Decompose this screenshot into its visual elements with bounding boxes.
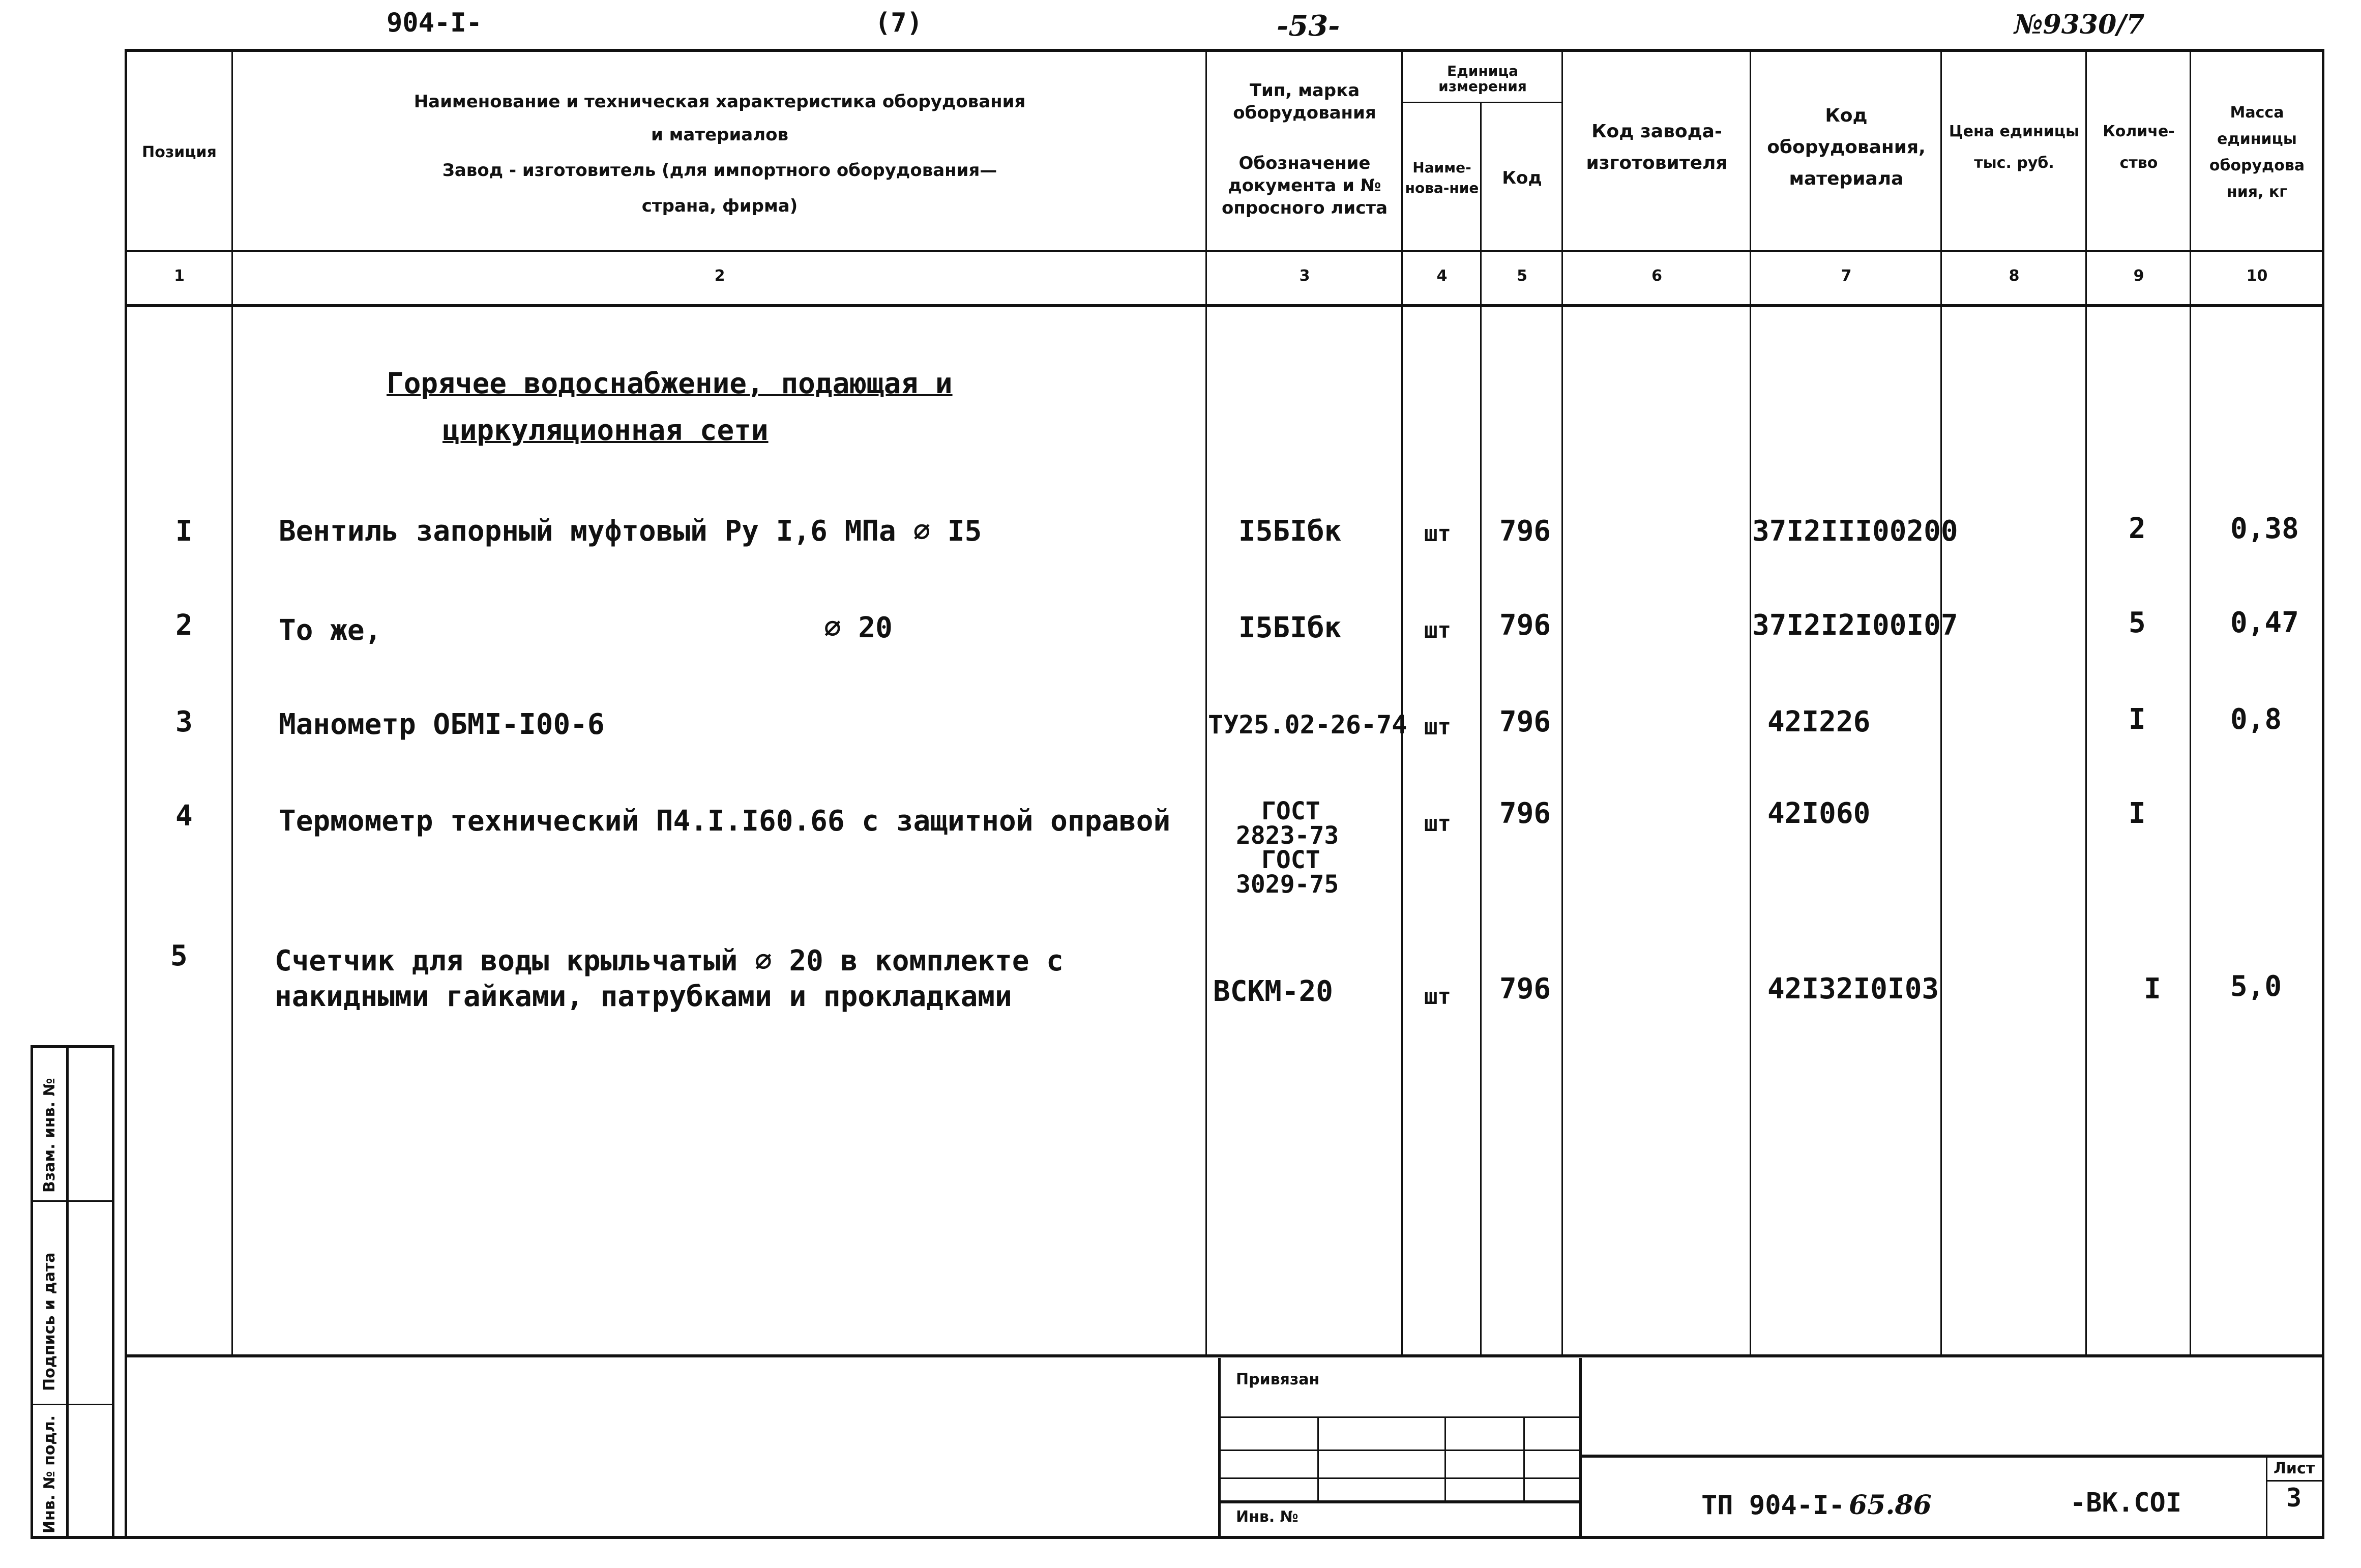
header-name-2: и материалов bbox=[651, 125, 789, 145]
row5-pos: 5 bbox=[170, 939, 188, 972]
header-qty: Количе-ство bbox=[2103, 123, 2175, 172]
header-unit-group: Единица измерения bbox=[1438, 63, 1527, 95]
col-line-8 bbox=[2085, 49, 2087, 1356]
row4-type-1: ГОСТ bbox=[1261, 797, 1320, 825]
stamp-top bbox=[125, 1354, 2324, 1357]
col-line-7 bbox=[1940, 49, 1942, 1356]
header-price: Цена единицы тыс. руб. bbox=[1949, 123, 2080, 172]
col-line-2 bbox=[1205, 49, 1207, 1356]
document-number: №9330/7 bbox=[2014, 9, 2145, 40]
header-unit-name: Наиме-нова-ние bbox=[1405, 159, 1479, 196]
col-line-1 bbox=[231, 49, 233, 1356]
header-sep bbox=[125, 250, 2324, 252]
row3-pos: 3 bbox=[175, 705, 193, 738]
colnum-5: 5 bbox=[1517, 267, 1527, 285]
stamp-doc-code: ТП 904-I- bbox=[1701, 1490, 1845, 1521]
colnum-10: 10 bbox=[2246, 267, 2268, 285]
stamp-sheet-label: Лист bbox=[2274, 1460, 2315, 1477]
page-number: -53- bbox=[1277, 9, 1340, 43]
side-label-2: Подпись и дата bbox=[41, 1252, 58, 1391]
row1-equip: 37I2III00200 bbox=[1752, 515, 1958, 548]
frame-right bbox=[2322, 49, 2324, 1539]
side-right bbox=[112, 1045, 114, 1539]
header-name-4: страна, фирма) bbox=[641, 196, 798, 216]
colnum-sep bbox=[125, 304, 2324, 307]
row5-type: ВСКМ-20 bbox=[1213, 975, 1334, 1008]
row4-type-3: ГОСТ bbox=[1261, 846, 1320, 874]
row2-unit: шт bbox=[1424, 617, 1451, 643]
row2-code: 796 bbox=[1499, 609, 1551, 642]
row5-mass: 5,0 bbox=[2230, 970, 2282, 1003]
row2-mass: 0,47 bbox=[2230, 606, 2299, 639]
stamp-vline-b bbox=[1444, 1416, 1446, 1500]
colnum-6: 6 bbox=[1651, 267, 1662, 285]
row5-code: 796 bbox=[1499, 972, 1551, 1005]
colnum-9: 9 bbox=[2133, 267, 2144, 285]
row4-type-2: 2823-73 bbox=[1236, 821, 1339, 850]
col-line-6 bbox=[1750, 49, 1751, 1356]
col-line-5 bbox=[1561, 49, 1563, 1356]
side-sep-1 bbox=[31, 1200, 114, 1202]
stamp-line-c bbox=[1218, 1477, 1579, 1479]
row1-pos: I bbox=[175, 515, 193, 548]
section-title-1: Горячее водоснабжение, подающая и bbox=[387, 367, 953, 400]
row1-unit: шт bbox=[1424, 521, 1451, 547]
row1-type: I5БIбк bbox=[1238, 515, 1342, 548]
bracket-number: (7) bbox=[875, 8, 923, 38]
row3-name: Манометр ОБМI-I00-6 bbox=[279, 708, 605, 741]
stamp-line-b bbox=[1218, 1449, 1579, 1451]
colnum-8: 8 bbox=[2009, 267, 2020, 285]
header-factory-code: Код завода-изготовителя bbox=[1586, 121, 1728, 173]
header-type: Тип, марка оборудования bbox=[1233, 80, 1376, 123]
header-mass: Масса единицы оборудова ния, кг bbox=[2209, 104, 2305, 201]
col-line-9 bbox=[2190, 49, 2191, 1356]
side-label-1: Взам. инв. № bbox=[41, 1078, 58, 1193]
stamp-left-box bbox=[1218, 1358, 1221, 1539]
stamp-line-a bbox=[1218, 1416, 1579, 1418]
row2-qty: 5 bbox=[2129, 606, 2146, 639]
unit-group-sep bbox=[1401, 102, 1561, 103]
row2-name: То же, bbox=[279, 614, 382, 647]
stamp-doc-code-hand: 65.86 bbox=[1849, 1490, 1932, 1521]
stamp-mid-box bbox=[1579, 1358, 1582, 1539]
row2-equip: 37I2I2I00I07 bbox=[1752, 609, 1958, 642]
row5-name-2: накидными гайками, патрубками и прокладками bbox=[275, 980, 1012, 1013]
row5-equip: 42I32I0I03 bbox=[1767, 972, 1939, 1005]
side-inner bbox=[66, 1045, 69, 1539]
colnum-4: 4 bbox=[1436, 267, 1448, 285]
row1-qty: 2 bbox=[2129, 512, 2146, 545]
row2-name-extra: ∅ 20 bbox=[824, 611, 893, 644]
stamp-privyazan: Привязан bbox=[1236, 1371, 1320, 1388]
side-top bbox=[31, 1045, 114, 1048]
row1-mass: 0,38 bbox=[2230, 512, 2299, 545]
stamp-vline-c bbox=[1523, 1416, 1525, 1500]
row2-pos: 2 bbox=[175, 609, 193, 642]
row4-name: Термометр технический П4.I.I60.66 с защитной оправой bbox=[279, 805, 1171, 838]
side-label-3: Инв. № подл. bbox=[41, 1415, 58, 1533]
frame-top bbox=[125, 49, 2324, 52]
row4-pos: 4 bbox=[175, 800, 193, 833]
stamp-sheet-line bbox=[2266, 1455, 2267, 1536]
side-outer bbox=[31, 1045, 33, 1539]
col-line-3 bbox=[1401, 49, 1403, 1356]
row2-type: I5БIбк bbox=[1238, 611, 1342, 644]
row3-unit: шт bbox=[1424, 714, 1451, 740]
colnum-2: 2 bbox=[714, 267, 725, 285]
side-sep-2 bbox=[31, 1404, 114, 1405]
stamp-sheet-number: 3 bbox=[2286, 1483, 2302, 1513]
row4-qty: I bbox=[2129, 797, 2146, 830]
row3-type: ТУ25.02-26-74 bbox=[1208, 710, 1407, 739]
header-position: Позиция bbox=[142, 143, 217, 161]
row3-code: 796 bbox=[1499, 705, 1551, 738]
section-title-2: циркуляционная сети bbox=[442, 414, 769, 447]
row4-code: 796 bbox=[1499, 797, 1551, 830]
col-line-4 bbox=[1480, 102, 1482, 1356]
row3-equip: 42I226 bbox=[1767, 705, 1871, 738]
colnum-1: 1 bbox=[174, 267, 185, 285]
stamp-line-d bbox=[1218, 1500, 1579, 1503]
row3-qty: I bbox=[2129, 703, 2146, 736]
row4-equip: 42I060 bbox=[1767, 797, 1871, 830]
row4-type-4: 3029-75 bbox=[1236, 870, 1339, 899]
row5-unit: шт bbox=[1424, 984, 1451, 1010]
row4-unit: шт bbox=[1424, 811, 1451, 837]
row1-name: Вентиль запорный муфтовый Ру I,6 МПа ∅ I5 bbox=[279, 515, 982, 548]
colnum-3: 3 bbox=[1299, 267, 1310, 285]
row1-code: 796 bbox=[1499, 515, 1551, 548]
header-doc: Обозначение документа и № опросного листа bbox=[1221, 153, 1388, 218]
series-code: 904-I- bbox=[387, 8, 482, 38]
header-name-1: Наименование и техническая характеристика оборудования bbox=[414, 92, 1026, 112]
row3-mass: 0,8 bbox=[2230, 703, 2282, 736]
frame-bottom bbox=[31, 1536, 2324, 1539]
row5-name-1: Счетчик для воды крыльчатый ∅ 20 в комплекте с bbox=[275, 944, 1064, 978]
stamp-inv: Инв. № bbox=[1236, 1508, 1298, 1526]
stamp-doc-line bbox=[1579, 1455, 2324, 1458]
row5-qty: I bbox=[2144, 972, 2161, 1005]
colnum-7: 7 bbox=[1841, 267, 1852, 285]
header-unit-code: Код bbox=[1502, 168, 1542, 188]
header-name-3: Завод - изготовитель (для импортного оборудования— bbox=[442, 160, 997, 181]
stamp-doc-suffix: -ВК.СОI bbox=[2070, 1488, 2182, 1518]
stamp-vline-a bbox=[1317, 1416, 1319, 1500]
header-equip-code: Код оборудования, материала bbox=[1767, 105, 1926, 189]
